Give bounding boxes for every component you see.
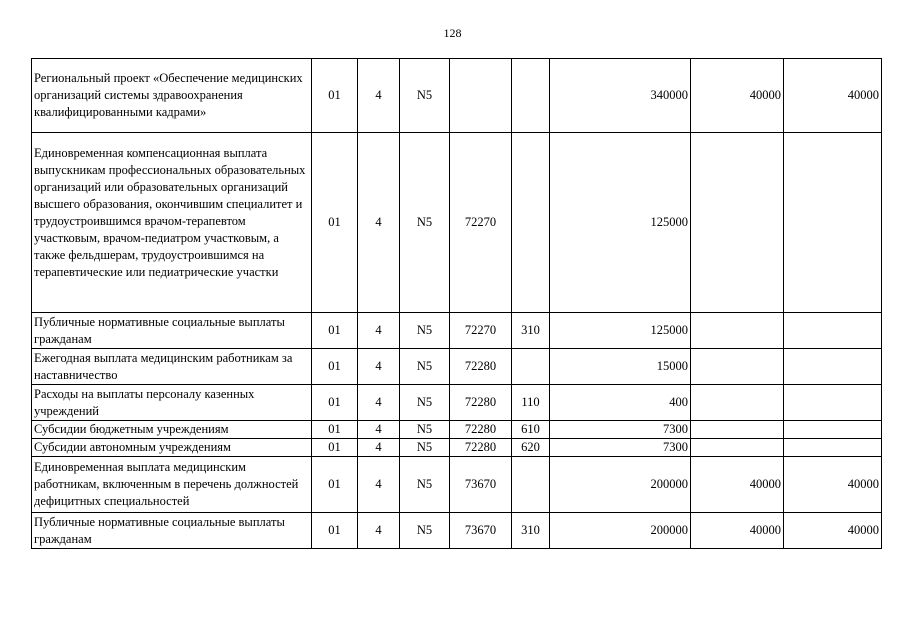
subsection-code: 4	[358, 513, 400, 549]
project-code: N5	[400, 385, 450, 421]
direction-code	[450, 59, 512, 133]
row-name: Единовременная выплата медицинским работникам, включенным в перечень должностей дефицитных специальностей	[32, 457, 312, 513]
amount-1: 200000	[550, 457, 691, 513]
amount-1: 7300	[550, 421, 691, 439]
direction-code: 73670	[450, 457, 512, 513]
project-code: N5	[400, 133, 450, 313]
subsection-code: 4	[358, 439, 400, 457]
direction-code: 72270	[450, 313, 512, 349]
row-name	[32, 133, 312, 313]
expense-type-code: 310	[512, 513, 550, 549]
direction-code: 72280	[450, 421, 512, 439]
amount-1: 125000	[550, 133, 691, 313]
amount-3: 40000	[784, 59, 882, 133]
amount-2	[691, 349, 784, 385]
expense-type-code: 110	[512, 385, 550, 421]
table-row	[32, 313, 882, 349]
section-code: 01	[312, 133, 358, 313]
table-row	[32, 385, 882, 421]
row-name: Расходы на выплаты персоналу казенных учреждений	[32, 385, 312, 421]
subsection-code: 4	[358, 59, 400, 133]
project-code: N5	[400, 421, 450, 439]
subsection-code: 4	[358, 313, 400, 349]
amount-2	[691, 385, 784, 421]
amount-2: 40000	[691, 457, 784, 513]
amount-3	[784, 439, 882, 457]
project-code: N5	[400, 59, 450, 133]
direction-code: 72280	[450, 439, 512, 457]
amount-2	[691, 313, 784, 349]
section-code: 01	[312, 421, 358, 439]
amount-1: 7300	[550, 439, 691, 457]
expense-type-code	[512, 59, 550, 133]
row-name: Субсидии автономным учреждениям	[32, 439, 312, 457]
row-name-text: Единовременная компенсационная выплата выпускникам профессиональных образовательных организаций или образовательных организаций высшего образования, окончившим специалитет и трудоустроившимся врачом-терапевтом участковым, врачом-педиатром участковым, а также фельдшерам, трудоустроившимся на терапевтические или педиатрические участки	[34, 145, 306, 279]
project-code: N5	[400, 457, 450, 513]
project-code: N5	[400, 313, 450, 349]
amount-1: 125000	[550, 313, 691, 349]
table-row	[32, 133, 882, 313]
project-code: N5	[400, 439, 450, 457]
subsection-code: 4	[358, 385, 400, 421]
amount-1: 15000	[550, 349, 691, 385]
amount-3: 40000	[784, 513, 882, 549]
amount-2: 40000	[691, 59, 784, 133]
expense-type-code: 620	[512, 439, 550, 457]
direction-code: 72280	[450, 349, 512, 385]
table-row	[32, 59, 882, 133]
section-code: 01	[312, 59, 358, 133]
subsection-code: 4	[358, 133, 400, 313]
expense-type-code: 610	[512, 421, 550, 439]
table-row	[32, 457, 882, 513]
amount-2: 40000	[691, 513, 784, 549]
expense-type-code: 310	[512, 313, 550, 349]
table-row	[32, 421, 882, 439]
table-row	[32, 349, 882, 385]
subsection-code: 4	[358, 421, 400, 439]
amount-2	[691, 439, 784, 457]
row-name: Региональный проект «Обеспечение медицинских организаций системы здравоохранения квалифицированными кадрами»	[32, 59, 312, 133]
section-code: 01	[312, 513, 358, 549]
expense-type-code	[512, 133, 550, 313]
table-row	[32, 513, 882, 549]
section-code: 01	[312, 457, 358, 513]
amount-3	[784, 313, 882, 349]
table-row	[32, 439, 882, 457]
direction-code: 72280	[450, 385, 512, 421]
project-code: N5	[400, 349, 450, 385]
expense-type-code	[512, 457, 550, 513]
subsection-code: 4	[358, 457, 400, 513]
direction-code: 73670	[450, 513, 512, 549]
section-code: 01	[312, 385, 358, 421]
subsection-code: 4	[358, 349, 400, 385]
row-name: Ежегодная выплата медицинским работникам за наставничество	[32, 349, 312, 385]
amount-3	[784, 349, 882, 385]
expense-type-code	[512, 349, 550, 385]
amount-3	[784, 385, 882, 421]
row-name: Публичные нормативные социальные выплаты гражданам	[32, 513, 312, 549]
row-name: Субсидии бюджетным учреждениям	[32, 421, 312, 439]
amount-3	[784, 133, 882, 313]
section-code: 01	[312, 439, 358, 457]
amount-2	[691, 133, 784, 313]
amount-1: 400	[550, 385, 691, 421]
amount-3	[784, 421, 882, 439]
section-code: 01	[312, 349, 358, 385]
budget-table	[31, 58, 882, 549]
direction-code: 72270	[450, 133, 512, 313]
amount-1: 340000	[550, 59, 691, 133]
page-number: 128	[443, 26, 462, 40]
amount-2	[691, 421, 784, 439]
section-code: 01	[312, 313, 358, 349]
amount-1: 200000	[550, 513, 691, 549]
amount-3: 40000	[784, 457, 882, 513]
project-code: N5	[400, 513, 450, 549]
row-name: Публичные нормативные социальные выплаты гражданам	[32, 313, 312, 349]
